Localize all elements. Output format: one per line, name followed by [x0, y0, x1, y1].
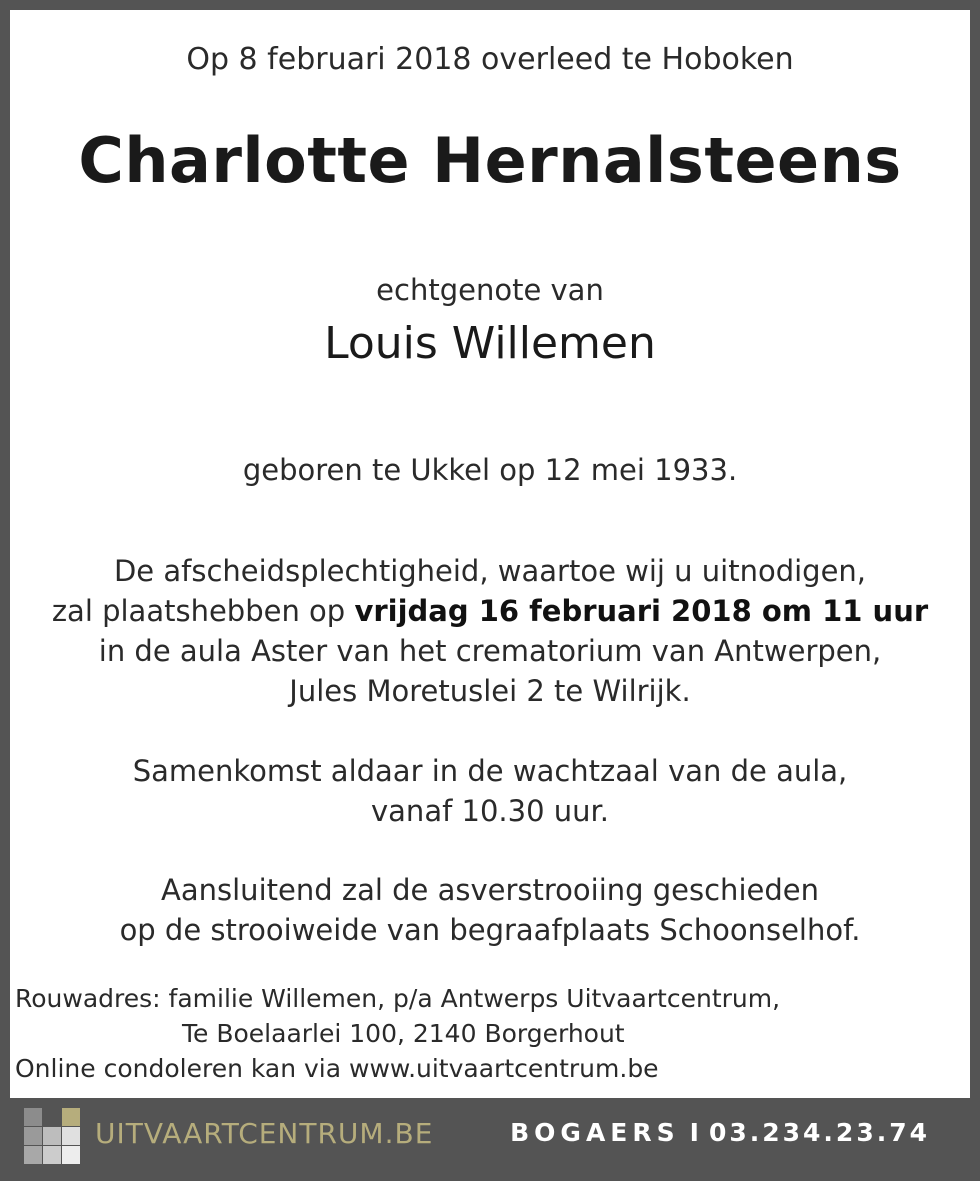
uitvaartcentrum-logo-icon: [24, 1108, 80, 1164]
brand-name: UITVAARTCENTRUM.BE: [95, 1117, 434, 1150]
birth-info: geboren te Ukkel op 12 mei 1933.: [242, 453, 738, 487]
ceremony-line-2-prefix: zal plaatshebben op: [51, 594, 355, 628]
ceremony-line-1: De afscheidsplechtigheid, waartoe wij u uitnodigen,: [113, 554, 867, 588]
death-notice-intro: Op 8 februari 2018 overleed te Hoboken: [186, 42, 794, 77]
spouse-name: Louis Willemen: [324, 318, 656, 369]
deceased-name: Charlotte Hernalsteens: [78, 124, 902, 197]
scattering-line-1: Aansluitend zal de asverstrooiing geschieden: [161, 873, 819, 907]
gathering-line-1: Samenkomst aldaar in de wachtzaal van de aula,: [132, 754, 848, 788]
contact-info: [510, 1118, 930, 1147]
ceremony-date: vrijdag 16 februari 2018 om 11 uur: [354, 594, 929, 628]
scattering-line-2: op de strooiweide van begraafplaats Schoonselhof.: [119, 913, 861, 947]
ceremony-line-4: Jules Moretuslei 2 te Wilrijk.: [289, 674, 691, 708]
ceremony-line-2: [0, 594, 980, 628]
contact-phone: 03.234.23.74: [708, 1118, 930, 1147]
footer-bar: [0, 1098, 980, 1181]
contact-separator: I: [689, 1118, 699, 1147]
mourning-address-line-1: Rouwadres: familie Willemen, p/a Antwerps Uitvaartcentrum,: [15, 984, 781, 1013]
contact-name: BOGAERS: [510, 1118, 680, 1147]
relation-label: echtgenote van: [376, 273, 604, 307]
online-condolence-line: Online condoleren kan via www.uitvaartcentrum.be: [15, 1054, 659, 1083]
gathering-line-2: vanaf 10.30 uur.: [371, 794, 609, 828]
mourning-address-line-2: Te Boelaarlei 100, 2140 Borgerhout: [182, 1019, 625, 1048]
ceremony-line-3: in de aula Aster van het crematorium van Antwerpen,: [98, 634, 882, 668]
